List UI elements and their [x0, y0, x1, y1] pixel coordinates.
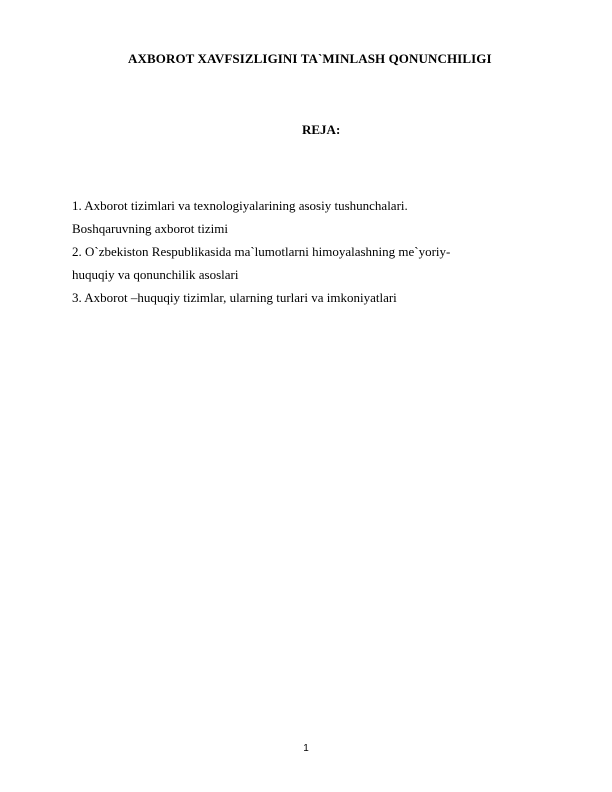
- plan-heading: REJA:: [302, 122, 341, 137]
- plan-item-2-line-2: huquqiy va qonunchilik asoslari: [72, 267, 239, 282]
- plan-item-2-line-1: 2. O`zbekiston Respublikasida ma`lumotlarni himoyalashning me`yoriy-: [72, 244, 451, 259]
- page-number: 1: [303, 743, 309, 754]
- plan-item-3: 3. Axborot –huquqiy tizimlar, ularning turlari va imkoniyatlari: [72, 290, 397, 305]
- document-title: AXBOROT XAVFSIZLIGINI TA`MINLASH QONUNCHILIGI: [128, 51, 492, 66]
- plan-list: [72, 194, 542, 309]
- plan-item-1-line-1: 1. Axborot tizimlari va texnologiyalarining asosiy tushunchalari.: [72, 198, 408, 213]
- plan-item-1-line-2: Boshqaruvning axborot tizimi: [72, 221, 228, 236]
